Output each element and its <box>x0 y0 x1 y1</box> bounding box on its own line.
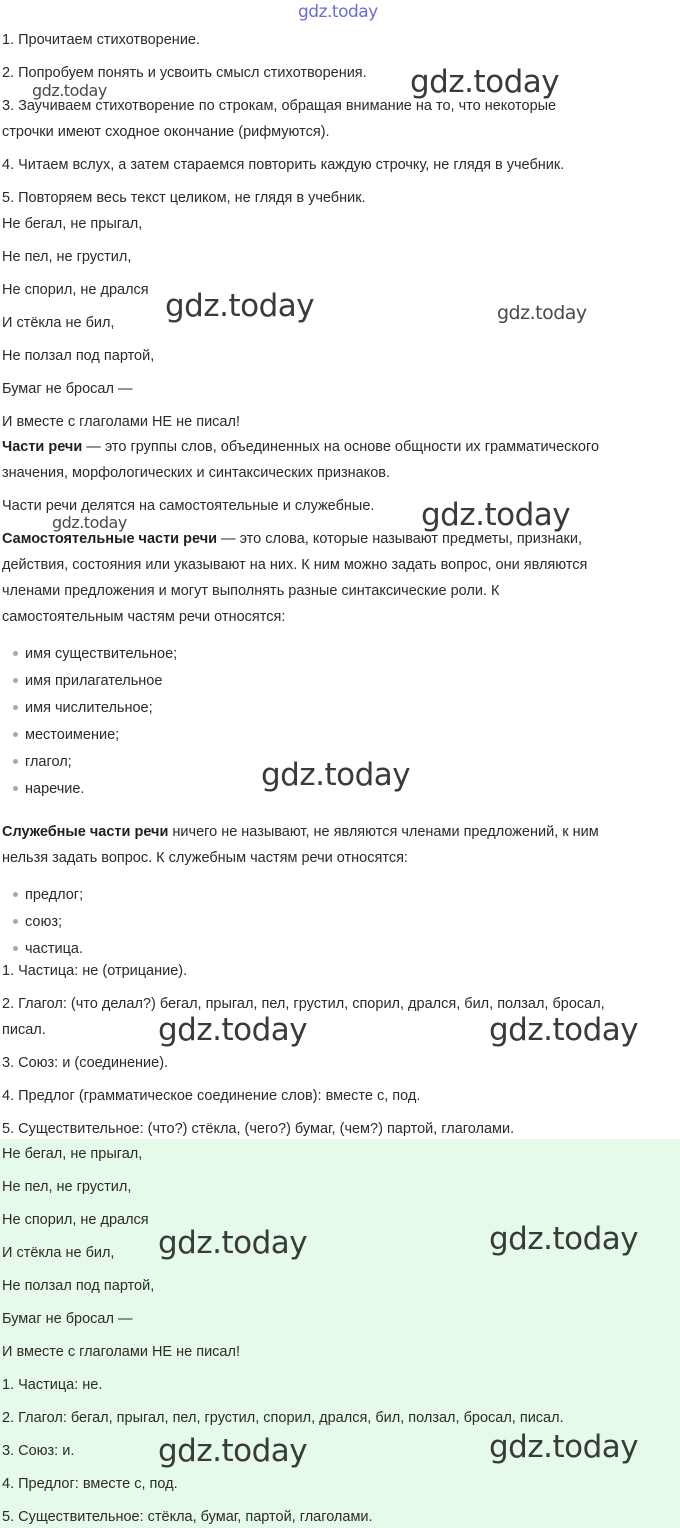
watermark: gdz.today <box>489 1429 639 1465</box>
auxiliary-definition-line: нельзя задать вопрос. К служебным частям речи относятся: <box>2 850 408 866</box>
list-item: наречие. <box>13 779 84 799</box>
watermark: gdz.today <box>261 757 411 793</box>
watermark-top: gdz.today <box>298 2 378 22</box>
bullet-icon <box>13 892 18 897</box>
analysis-line: 3. Союз: и (соединение). <box>2 1055 169 1071</box>
watermark: gdz.today <box>158 1433 308 1469</box>
answer-analysis-line: 3. Союз: и. <box>2 1443 75 1459</box>
list-item: союз; <box>13 912 62 932</box>
analysis-line: 4. Предлог (грамматическое соединение слов): вместе с, под. <box>2 1088 421 1104</box>
step-line: строчки имеют сходное окончание (рифмуются). <box>2 124 330 140</box>
independent-term: Самостоятельные части речи <box>2 531 218 547</box>
poem-line: И стёкла не бил, <box>2 315 115 331</box>
watermark: gdz.today <box>421 497 571 533</box>
bullet-icon <box>13 919 18 924</box>
list-item: частица. <box>13 939 83 959</box>
bullet-icon <box>13 705 18 710</box>
independent-definition-line: Самостоятельные части речи — это слова, которые называют предметы, признаки, <box>2 531 583 547</box>
independent-definition-line: действия, состояния или указывают на них. К ним можно задать вопрос, они являются <box>2 557 588 573</box>
bullet-icon <box>13 732 18 737</box>
poem-line: Не ползал под партой, <box>2 348 155 364</box>
answer-poem-line: Не пел, не грустил, <box>2 1179 132 1195</box>
list-item: имя существительное; <box>13 644 177 664</box>
answer-poem-line: Не ползал под партой, <box>2 1278 155 1294</box>
bullet-icon <box>13 946 18 951</box>
list-item: имя прилагательное <box>13 671 162 691</box>
answer-analysis-line: 2. Глагол: бегал, прыгал, пел, грустил, спорил, дрался, бил, ползал, бросал, писал. <box>2 1410 564 1426</box>
answer-block <box>0 1139 680 1528</box>
answer-poem-line: И стёкла не бил, <box>2 1245 115 1261</box>
watermark: gdz.today <box>158 1225 308 1261</box>
answer-poem-line: Не бегал, не прыгал, <box>2 1146 143 1162</box>
list-item: глагол; <box>13 752 72 772</box>
analysis-line: 2. Глагол: (что делал?) бегал, прыгал, пел, грустил, спорил, дрался, бил, ползал, бросал, <box>2 996 605 1012</box>
poem-line: Не пел, не грустил, <box>2 249 132 265</box>
poem-line: И вместе с глаголами НЕ не писал! <box>2 414 240 430</box>
answer-poem-line: Бумаг не бросал — <box>2 1311 133 1327</box>
bullet-icon <box>13 651 18 656</box>
pos-definition-line: значения, морфологических и синтаксических признаков. <box>2 465 390 481</box>
pos-term: Части речи <box>2 439 83 455</box>
answer-analysis-line: 1. Частица: не. <box>2 1377 103 1393</box>
pos-definition-line: Части речи — это группы слов, объединенных на основе общности их грамматического <box>2 439 600 455</box>
bullet-icon <box>13 678 18 683</box>
poem-line: Бумаг не бросал — <box>2 381 133 397</box>
watermark: gdz.today <box>497 302 587 324</box>
watermark: gdz.today <box>158 1012 308 1048</box>
answer-poem-line: И вместе с глаголами НЕ не писал! <box>2 1344 240 1360</box>
analysis-line: 5. Существительное: (что?) стёкла, (чего?) бумаг, (чем?) партой, глаголами. <box>2 1121 515 1137</box>
independent-definition-line: членами предложения и могут выполнять разные синтаксические роли. К <box>2 583 500 599</box>
watermark: gdz.today <box>489 1012 639 1048</box>
watermark: gdz.today <box>32 81 107 100</box>
bullet-icon <box>13 786 18 791</box>
step-line: 2. Попробуем понять и усвоить смысл стихотворения. <box>2 65 367 81</box>
analysis-line: писал. <box>2 1022 46 1038</box>
watermark: gdz.today <box>410 64 560 100</box>
watermark: gdz.today <box>52 513 127 532</box>
watermark: gdz.today <box>489 1221 639 1257</box>
answer-poem-line: Не спорил, не дрался <box>2 1212 149 1228</box>
poem-line: Не бегал, не прыгал, <box>2 216 143 232</box>
auxiliary-definition-line: Служебные части речи ничего не называют, не являются членами предложений, к ним <box>2 824 599 840</box>
poem-line: Не спорил, не дрался <box>2 282 149 298</box>
step-line: 5. Повторяем весь текст целиком, не глядя в учебник. <box>2 190 366 206</box>
list-item: предлог; <box>13 885 83 905</box>
watermark: gdz.today <box>165 288 315 324</box>
list-item: местоимение; <box>13 725 119 745</box>
auxiliary-term: Служебные части речи <box>2 824 169 840</box>
step-line: 3. Заучиваем стихотворение по строкам, обращая внимание на то, что некоторые <box>2 98 557 114</box>
answer-analysis-line: 5. Существительное: стёкла, бумаг, партой, глаголами. <box>2 1509 373 1525</box>
bullet-icon <box>13 759 18 764</box>
answer-analysis-line: 4. Предлог: вместе с, под. <box>2 1476 178 1492</box>
pos-divided-line: Части речи делятся на самостоятельные и служебные. <box>2 498 375 514</box>
step-line: 4. Читаем вслух, а затем стараемся повторить каждую строчку, не глядя в учебник. <box>2 157 565 173</box>
list-item: имя числительное; <box>13 698 153 718</box>
independent-definition-line: самостоятельным частям речи относятся: <box>2 609 286 625</box>
analysis-line: 1. Частица: не (отрицание). <box>2 963 188 979</box>
step-line: 1. Прочитаем стихотворение. <box>2 32 201 48</box>
